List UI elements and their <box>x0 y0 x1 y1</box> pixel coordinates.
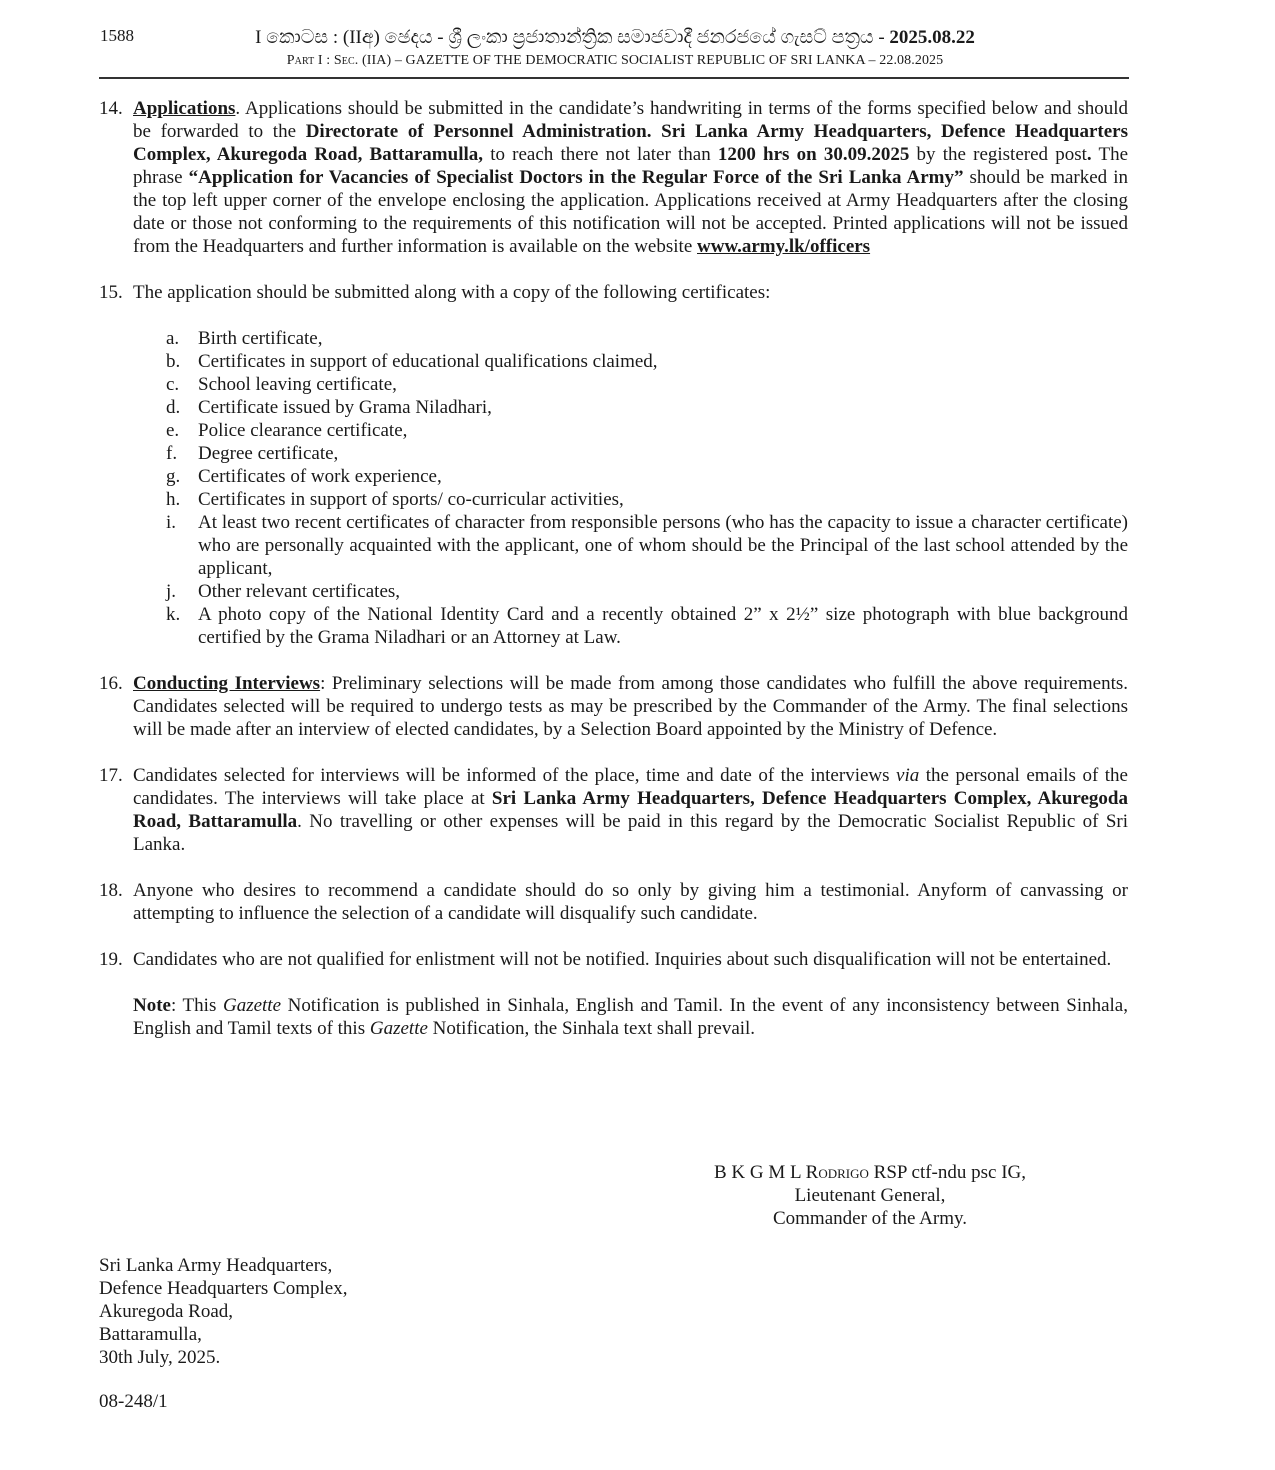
paragraph-18 <box>99 879 1128 925</box>
header-date: 2025.08.22 <box>889 27 975 48</box>
paragraph-14 <box>99 97 1128 258</box>
note-text-1: : This <box>170 995 223 1016</box>
list-item <box>166 419 1128 442</box>
signatory-name <box>680 1161 1060 1184</box>
list-item <box>166 327 1128 350</box>
signatory-initials: B K G M L <box>714 1162 806 1183</box>
list-letter: b. <box>166 351 181 372</box>
header-sec: Sec. <box>333 53 359 68</box>
paragraph-number: 17. <box>99 765 123 786</box>
list-text: At least two recent certificates of character from responsible persons (who has the capacity to issue a character certificate) who are personally acquainted with the applicant, one of whom should be the Principal of the last school attended by the applicant, <box>198 512 1128 579</box>
list-text: Certificates of work experience, <box>198 466 442 487</box>
list-letter: f. <box>166 443 178 464</box>
list-text: Certificate issued by Grama Niladhari, <box>198 397 492 418</box>
header-english-rest: (IIA) – GAZETTE OF THE DEMOCRATIC SOCIALIST REPUBLIC OF SRI LANKA – 22.08.2025 <box>358 53 944 68</box>
directorate-address: Directorate of Personnel Administration. Sri Lanka Army Headquarters, Defence Headquarters Complex, Akuregoda Road, Battaramulla, <box>133 121 1128 165</box>
list-item <box>166 603 1128 649</box>
list-item <box>166 511 1128 580</box>
address-line: Sri Lanka Army Headquarters, <box>99 1255 333 1276</box>
paragraph-number: 19. <box>99 949 123 970</box>
p17-text-2: the personal emails of the candidates. The interviews will take place at <box>133 765 1128 809</box>
paragraph-number: 14. <box>99 98 123 119</box>
signatory-postnominals: RSP ctf-ndu psc IG, <box>868 1162 1026 1183</box>
list-letter: e. <box>166 420 180 441</box>
list-text: Police clearance certificate, <box>198 420 408 441</box>
interviews-heading: Conducting Interviews <box>133 673 321 694</box>
list-letter: j. <box>166 581 177 602</box>
note-text-3: Notification, the Sinhala text shall prevail. <box>427 1018 756 1039</box>
list-letter: c. <box>166 374 180 395</box>
p17-text-3: . No travelling or other expenses will be paid in this regard by the Democratic Socialist Republic of Sri Lanka. <box>133 811 1129 855</box>
p16-text: : Preliminary selections will be made from among those candidates who fulfill the above requirements. Candidates selected will be required to undergo tests as may be prescribed by the Commander of the Army. The final selections will be made after an interview of elected candidates, by a Selection Board appointed by the Ministry of Defence. <box>133 673 1128 740</box>
address-line: Battaramulla, <box>99 1324 202 1345</box>
address-line: Akuregoda Road, <box>99 1301 234 1322</box>
list-letter: i. <box>166 512 177 533</box>
paragraph-number: 16. <box>99 673 123 694</box>
header-english-line <box>190 51 1040 71</box>
signatory-surname: Rodrigo <box>805 1162 869 1183</box>
language-note <box>133 994 1128 1040</box>
list-item <box>166 373 1128 396</box>
p17-italic-via: via <box>896 765 920 786</box>
paragraph-body <box>133 672 1128 741</box>
p14-text-5: should be marked in the top left upper corner of the envelope enclosing the application. Applications received at Army Headquarters after the closing date or those not conforming to the requirements of this notification will not be accepted. Printed applications will not be issued from the Headquarters and further information is available on the website <box>133 167 1128 257</box>
list-text: A photo copy of the National Identity Card and a recently obtained 2” x 2½” size photograph with blue background certified by the Grama Niladhari or an Attorney at Law. <box>198 604 1128 648</box>
paragraph-number: 18. <box>99 880 123 901</box>
list-letter: g. <box>166 466 181 487</box>
header-sinhala-line <box>190 26 1040 50</box>
applications-heading: Applications <box>133 98 236 119</box>
p14-text-2: to reach there not later than <box>483 144 718 165</box>
note-italic-gazette-2: Gazette <box>369 1018 428 1039</box>
list-item <box>166 442 1128 465</box>
header-colon: : <box>322 53 334 68</box>
p17-text-1: Candidates selected for interviews will be informed of the place, time and date of the interviews <box>133 765 897 786</box>
paragraph-15 <box>99 281 1128 304</box>
signature-block <box>680 1161 1060 1230</box>
list-letter: h. <box>166 489 181 510</box>
header-sinhala-text: I කොටස : (IIඅ) ඡෙදය - ශ්‍රී ලංකා ප්‍රජාතාන්ත්‍රික සමාජවාදී ජනරජයේ ගැසට් පත්‍රය - <box>255 27 890 48</box>
paragraph-16 <box>99 672 1128 741</box>
list-text: Degree certificate, <box>198 443 339 464</box>
paragraph-body: Anyone who desires to recommend a candidate should do so only by giving him a testimonial. Anyform of canvassing or attempting to influence the selection of a candidate will disqualify such candidate. <box>133 880 1128 924</box>
list-letter: d. <box>166 397 181 418</box>
list-text: School leaving certificate, <box>198 374 397 395</box>
page-number: 1588 <box>100 26 134 45</box>
list-letter: a. <box>166 328 180 349</box>
list-text: Birth certificate, <box>198 328 323 349</box>
paragraph-body <box>133 764 1128 856</box>
reference-number: 08-248/1 <box>99 1391 168 1412</box>
certificates-list <box>166 327 1128 649</box>
list-item <box>166 396 1128 419</box>
paragraph-number: 15. <box>99 282 123 303</box>
signatory-rank: Lieutenant General, <box>794 1185 946 1206</box>
list-letter: k. <box>166 604 181 625</box>
closing-deadline: 1200 hrs on 30.09.2025 <box>717 144 910 165</box>
list-text: Certificates in support of sports/ co-curricular activities, <box>198 489 624 510</box>
paragraph-body: Candidates who are not qualified for enlistment will not be notified. Inquiries about such disqualification will not be entertained. <box>133 949 1112 970</box>
p14-text-3: by the registered post <box>909 144 1087 165</box>
issue-date: 30th July, 2025. <box>99 1347 221 1368</box>
header-part: Part I <box>286 53 323 68</box>
envelope-phrase: “Application for Vacancies of Specialist Doctors in the Regular Force of the Sri Lanka Army” <box>188 167 964 188</box>
note-italic-gazette-1: Gazette <box>222 995 282 1016</box>
note-text-2: Notification is published in Sinhala, English and Tamil. In the event of any inconsistency between Sinhala, English and Tamil texts of this <box>133 995 1128 1039</box>
list-item <box>166 580 1128 603</box>
p14-text-1: . Applications should be submitted in the candidate’s handwriting in terms of the forms specified below and should be forwarded to the <box>133 98 1128 142</box>
interview-location: Sri Lanka Army Headquarters, Defence Headquarters Complex, Akuregoda Road, Battaramulla <box>133 788 1128 832</box>
gazette-header <box>190 26 1040 71</box>
list-item <box>166 465 1128 488</box>
website-link[interactable]: www.army.lk/officers <box>697 236 871 257</box>
list-text: Certificates in support of educational qualifications claimed, <box>198 351 658 372</box>
paragraph-body <box>133 97 1128 258</box>
list-item <box>166 488 1128 511</box>
document-body <box>99 97 1128 1040</box>
paragraph-17 <box>99 764 1128 856</box>
paragraph-19 <box>99 948 1128 971</box>
signatory-title: Commander of the Army. <box>772 1208 967 1229</box>
header-divider <box>99 77 1129 79</box>
paragraph-body: The application should be submitted along with a copy of the following certificates: <box>133 282 771 303</box>
issuing-address <box>99 1254 347 1369</box>
address-line: Defence Headquarters Complex, <box>99 1278 348 1299</box>
note-label: Note <box>133 995 171 1016</box>
p14-bold-period: . <box>1086 144 1092 165</box>
list-item <box>166 350 1128 373</box>
p14-text-4: The phrase <box>133 144 1128 188</box>
list-text: Other relevant certificates, <box>198 581 401 602</box>
